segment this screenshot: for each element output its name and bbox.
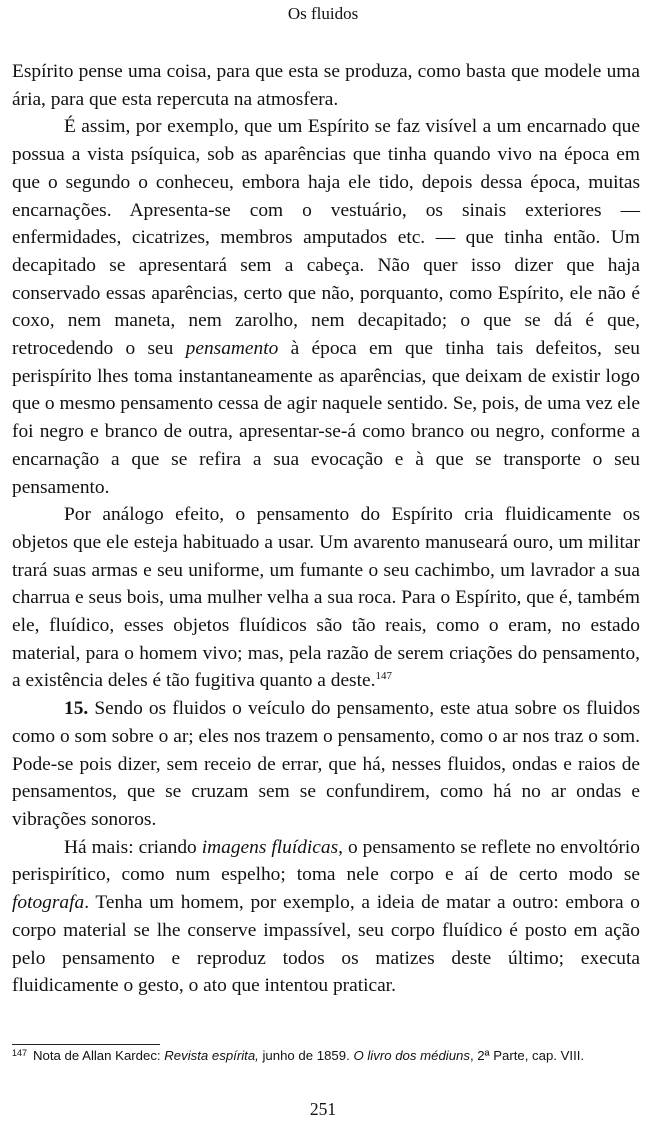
paragraph-5-text-a: Há mais: criando xyxy=(64,836,197,858)
paragraph-1-text: Espírito pense uma coisa, para que esta se produza, como basta que modele uma ária, para que esta repercuta na atmosfera. xyxy=(12,61,640,110)
paragraph-2 xyxy=(12,113,640,501)
section-number: 15. xyxy=(64,698,89,720)
footnote-text-a: Nota de Allan Kardec: xyxy=(33,1048,161,1063)
footnote xyxy=(12,1047,640,1064)
footnote-reference[interactable]: 147 xyxy=(375,670,392,683)
page-body xyxy=(12,58,640,1000)
paragraph-5-emphasis-2: fotografa xyxy=(12,892,85,914)
paragraph-4 xyxy=(12,695,640,834)
footnote-text-c: , 2ª Parte, cap. VIII. xyxy=(469,1048,585,1063)
footnote-number: 147 xyxy=(12,1048,28,1058)
paragraph-2-text-a: É assim, por exemplo, que um Espírito se faz visível a um encarnado que possua a vista psíquica, sob as aparências que tinha quando vivo na época em que o segundo o conheceu, embora haja ele tido, depois dessa época, muitas encarnações. Apresenta-se com o vestuário, os sinais exteriores — enfermidades, cicatrizes, membros amputados etc. — que tinha então. Um decapitado se apresentará sem a cabeça. Não quer isso dizer que haja conservado essas aparências, certo que não, porquanto, como Espírito, ele não é coxo, nem maneta, nem zarolho, nem decapitado; o que se dá é que, retrocedendo o seu xyxy=(12,116,640,360)
footnote-work-2: O livro dos médiuns xyxy=(353,1048,470,1063)
paragraph-5-text-b: , o pensamento se reflete no envoltório perispirítico, como num espelho; toma nele corpo e aí de certo modo se xyxy=(12,836,640,886)
paragraph-2-emphasis: pensamento xyxy=(185,338,279,360)
running-head-title: Os fluidos xyxy=(287,4,359,23)
footnote-divider xyxy=(12,1044,160,1045)
paragraph-4-text: Sendo os fluidos o veículo do pensamento, este atua sobre os fluidos como o som sobre o ar; eles nos trazem o pensamento, como o ar nos traz o som. Pode-se pois dizer, sem receio de errar, que há, nesses fluidos, ondas e raios de pensamentos, que se cruzam sem se confundirem, como há no ar ondas e vibrações sonoros. xyxy=(12,698,640,830)
paragraph-5 xyxy=(12,834,640,1000)
footnote-text-b: junho de 1859. xyxy=(262,1048,350,1063)
paragraph-5-text-c: . Tenha um homem, por exemplo, a ideia de matar a outro: embora o corpo material se lhe conserve impassível, seu corpo fluídico é posto em ação pelo pensamento e reproduz todos os matizes deste último; executa fluidicamente o gesto, o ato que intentou praticar. xyxy=(12,892,640,997)
paragraph-2-text-b: à época em que tinha tais defeitos, seu perispírito lhes toma instantaneamente as aparências, que deixam de existir logo que o mesmo pensamento cessa de agir naquele sentido. Se, pois, de uma vez ele foi negro e branco de outra, apresentar-se-á como branco ou negro, conforme a encarnação a que se refira a sua evocação e à que se transporte o seu pensamento. xyxy=(12,338,640,498)
paragraph-3 xyxy=(12,501,640,695)
footnote-work-1: Revista espírita, xyxy=(164,1048,259,1063)
paragraph-1 xyxy=(12,58,640,113)
page-number: 251 xyxy=(309,1099,337,1119)
paragraph-3-text: Por análogo efeito, o pensamento do Espírito cria fluidicamente os objetos que ele esteja habituado a usar. Um avarento manuseará ouro, um militar trará suas armas e seu uniforme, um fumante o seu cachimbo, um lavrador a sua charrua e seus bois, uma mulher velha a sua roca. Para o Espírito, que é, também ele, fluídico, esses objetos fluídicos são tão reais, como o eram, no estado material, para o homem vivo; mas, pela razão de serem criações do pensamento, a existência deles é tão fugitiva quanto a deste. xyxy=(12,504,640,692)
paragraph-5-emphasis-1: imagens fluídicas xyxy=(201,836,339,858)
